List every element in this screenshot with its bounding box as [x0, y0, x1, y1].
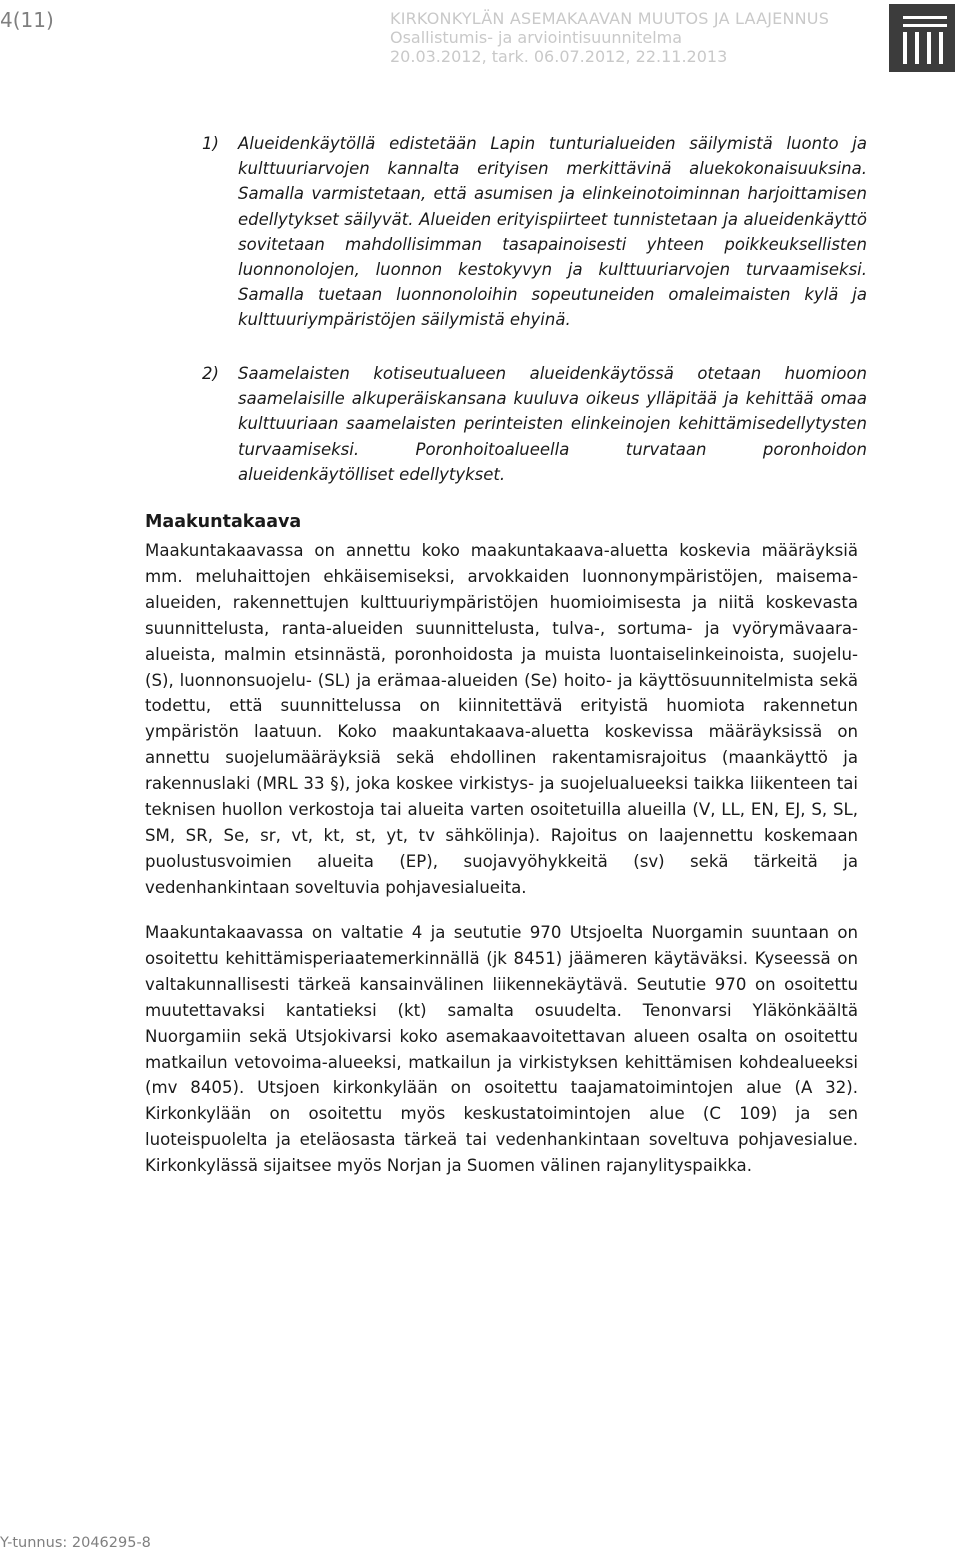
document-subtitle: Osallistumis- ja arviointisuunnitelma [390, 28, 683, 47]
list-item [202, 131, 867, 333]
document-title: KIRKONKYLÄN ASEMAKAAVAN MUUTOS JA LAAJENNUS [390, 9, 830, 28]
list-item-text: Alueidenkäytöllä edistetään Lapin tunturialueiden säilymistä luonto ja kulttuuriarvojen kannalta erityisen merkittävinä aluekokonaisuuksina. Samalla varmistetaan, että asumisen ja elinkeinotoiminnan harjoittamisen edellytykset säilyvät. Alueiden erityispiirteet tunnistetaan ja alueidenkäyttö sovitetaan mahdollisimman tasapainoisesti yhteen poikkeuksellisten luonnonolojen, luonnon kestokyvyn ja kulttuuriarvojen turvaamiseksi. Samalla tuetaan luonnonoloihin sopeutuneiden omaleimaisten kylä ja kulttuuriympäristöjen säilymistä ehyinä. [238, 134, 867, 330]
page-number: 4(11) [0, 8, 54, 32]
footer-business-id: Y-tunnus: 2046295-8 [0, 1535, 151, 1551]
body-paragraph: Maakuntakaavassa on annettu koko maakuntakaava-aluetta koskevia määräyksiä mm. meluhaittojen ehkäisemiseksi, arvokkaiden luonnonympäristöjen, maisema-alueiden, rakennettujen kulttuuriympäristöjen huomioimisesta ja niitä koskevasta suunnittelusta, ranta-alueiden suunnittelusta, tulva-, sortuma- ja vyörymävaara-alueista, malmin etsinnästä, poronhoidosta ja muista luontaiselinkeinoista, suojelu- (S), luonnonsuojelu- (SL) ja erämaa-alueiden (Se) hoito- ja käyttösuunnitelmista sekä todettu, että suunnittelussa on kiinnitettävä erityistä huomiota rakennetun ympäristön laatuun. Koko maakuntakaava-aluetta koskevissa määräyksissä on annettu suojelumääräyksiä sekä ehdollinen rakentamisrajoitus (maankäyttö ja rakennuslaki (MRL 33 §), joka koskee virkistys- ja suojelualueeksi taikka liikenteen tai teknisen huollon verkostoja tai alueita varten osoitetuilla alueilla (V, LL, EN, EJ, S, SL, SM, SR, Se, sr, vt, kt, st, yt, tv sähkölinja). Rajoitus on laajennettu koskemaan puolustusvoimien alueita (EP), suojavyöhykkeitä (sv) sekä tärkeitä ja vedenhankintaan soveltuvia pohjavesialueita. [145, 541, 858, 897]
document-dates: 20.03.2012, tark. 06.07.2012, 22.11.2013 [390, 47, 728, 66]
body-paragraph: Maakuntakaavassa on valtatie 4 ja seututie 970 Utsjoelta Nuorgamin suuntaan on osoitettu kehittämisperiaatemerkinnällä (jk 8451) jäämeren käytäväksi. Kyseessä on valtakunnallisesti tärkeä kansainvälinen liikennekäytävä. Seututie 970 on osoitettu muutettavaksi kantatieksi (kt) samalta osuudelta. Tenonvarsi Yläkönkäältä Nuorgamiin sekä Utsjokivarsi koko asemakaavoitettavan alueen osalta on osoitettu matkailun vetovoima-alueeksi, matkailun ja virkistyksen kehittämisen kohdealueeksi (mv 8405). Utsjoen kirkonkylään on osoitettu taajamatoimintojen alue (A 32). Kirkonkylään on osoitettu myös keskustatoimintojen alue (C 109) ja sen luoteispuolelta ja eteläosasta tärkeä tai vedenhankintaan soveltuva pohjavesialue. Kirkonkylässä sijaitsee myös Norjan ja Suomen välinen rajanylityspaikka. [145, 923, 858, 1176]
document-header [390, 9, 890, 66]
list-item [202, 361, 867, 487]
list-item-number: 1) [202, 134, 219, 153]
list-item-text: Saamelaisten kotiseutualueen alueidenkäytössä otetaan huomioon saamelaisille alkuperäiskansana kuuluva oikeus ylläpitää ja kehittää omaa kulttuuriaan saamelaisten perinteisten elinkeinojen kehittämisedellytysten turvaamiseksi. Poronhoitoalueella turvataan poronhoidon alueidenkäytölliset edellytykset. [238, 364, 867, 484]
section-heading: Maakuntakaava [145, 512, 302, 532]
list-item-number: 2) [202, 364, 219, 383]
columns-logo-icon [889, 4, 955, 72]
